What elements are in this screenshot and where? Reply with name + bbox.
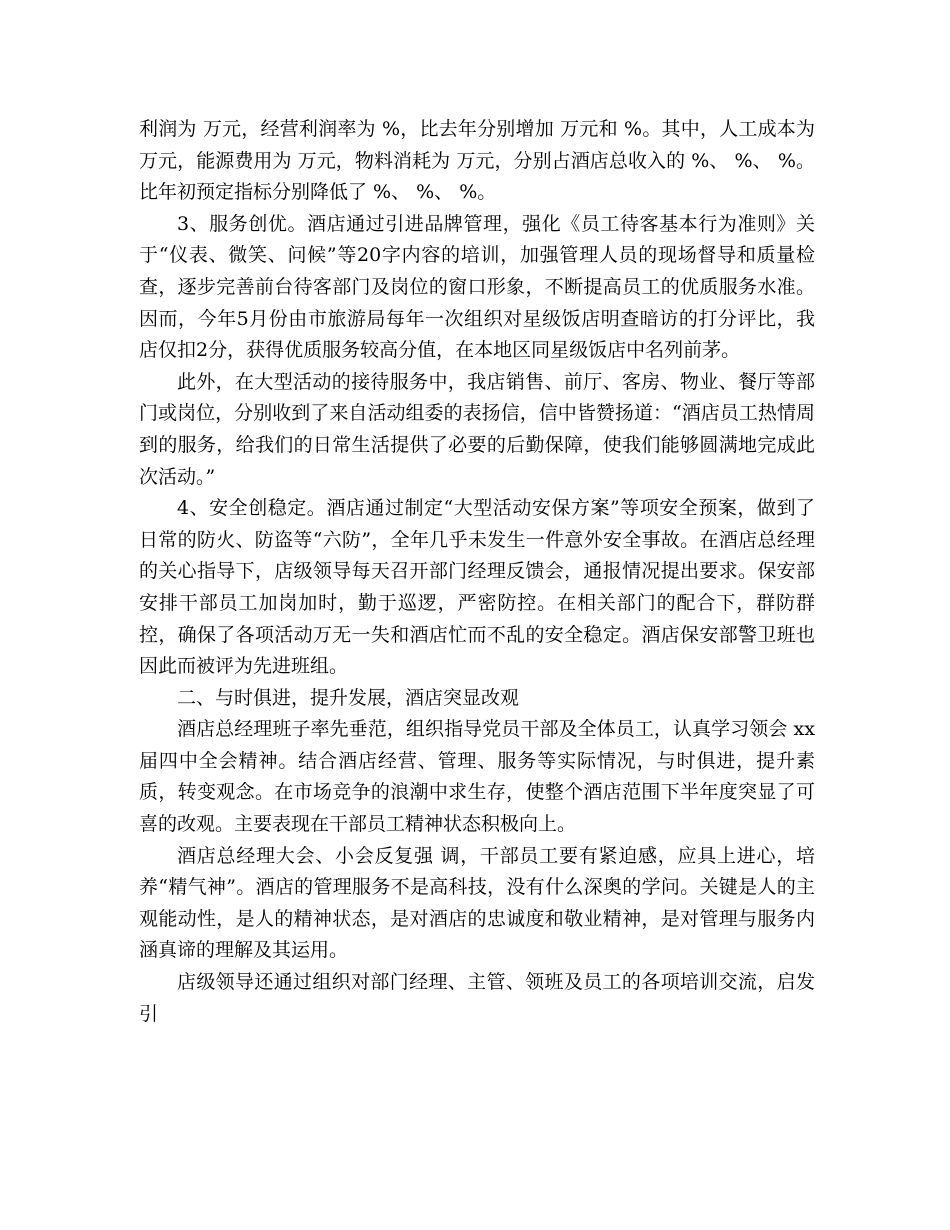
paragraph-continuation: 利润为 万元，经营利润率为 %，比去年分别增加 万元和 %。其中，人工成本为万元，能源费用为 万元，物料消耗为 万元，分别占酒店总收入的 %、 %、 %。比年初预定指标分别降低了 %、 %、 %。 <box>139 118 815 204</box>
paragraph-service-excellence: 3、服务创优。酒店通过引进品牌管理，强化《员工待客基本行为准则》关于“仪表、微笑、问候”等20字内容的培训，加强管理人员的现场督导和质量检查，逐步完善前台待客部门及岗位的窗口形象，不断提高员工的优质服务水准。因而，今年5月份由市旅游局每年一次组织对星级饭店明查暗访的打分评比，我店仅扣2分，获得优质服务较高分值，在本地区同星级饭店中名列前茅。 <box>139 212 815 362</box>
document-body <box>139 114 815 1030</box>
paragraph-leadership-study: 酒店总经理班子率先垂范，组织指导党员干部及全体员工，认真学习领会 xx 届四中全会精神。结合酒店经营、管理、服务等实际情况，与时俱进，提升素质，转变观念。在市场竞争的浪潮中求生存，使整个酒店范围下半年度突显了可喜的改观。主要表现在干部员工精神状态积极向上。 <box>139 718 815 836</box>
paragraph-safety-stability: 4、安全创稳定。酒店通过制定“大型活动安保方案”等项安全预案，做到了日常的防火、防盗等“六防”，全年几乎未发生一件意外安全事故。在酒店总经理的关心指导下，店级领导每天召开部门经理反馈会，通报情况提出要求。保安部安排干部员工加岗加时，勤于巡逻，严密防控。在相关部门的配合下，群防群控，确保了各项活动万无一失和酒店忙而不乱的安全稳定。酒店保安部警卫班也因此而被评为先进班组。 <box>139 497 815 678</box>
paragraph-commendation: 此外，在大型活动的接待服务中，我店销售、前厅、客房、物业、餐厅等部门或岗位，分别收到了来自活动组委的表扬信，信中皆赞扬道：“酒店员工热情周到的服务，给我们的日常生活提供了必要的后勤保障，使我们能够圆满地完成此次活动。” <box>139 370 815 488</box>
section-heading-progress: 二、与时俱进，提升发展，酒店突显改观 <box>177 686 520 709</box>
paragraph-spirit: 酒店总经理大会、小会反复强 调，干部员工要有紧迫感，应具上进心，培养“精气神”。酒店的管理服务不是高科技，没有什么深奥的学问。关键是人的主观能动性，是人的精神状态，是对酒店的忠诚度和敬业精神，是对管理与服务内涵真谛的理解及其运用。 <box>139 844 815 962</box>
paragraph-training: 店级领导还通过组织对部门经理、主管、领班及员工的各项培训交流，启发引 <box>139 971 815 1025</box>
